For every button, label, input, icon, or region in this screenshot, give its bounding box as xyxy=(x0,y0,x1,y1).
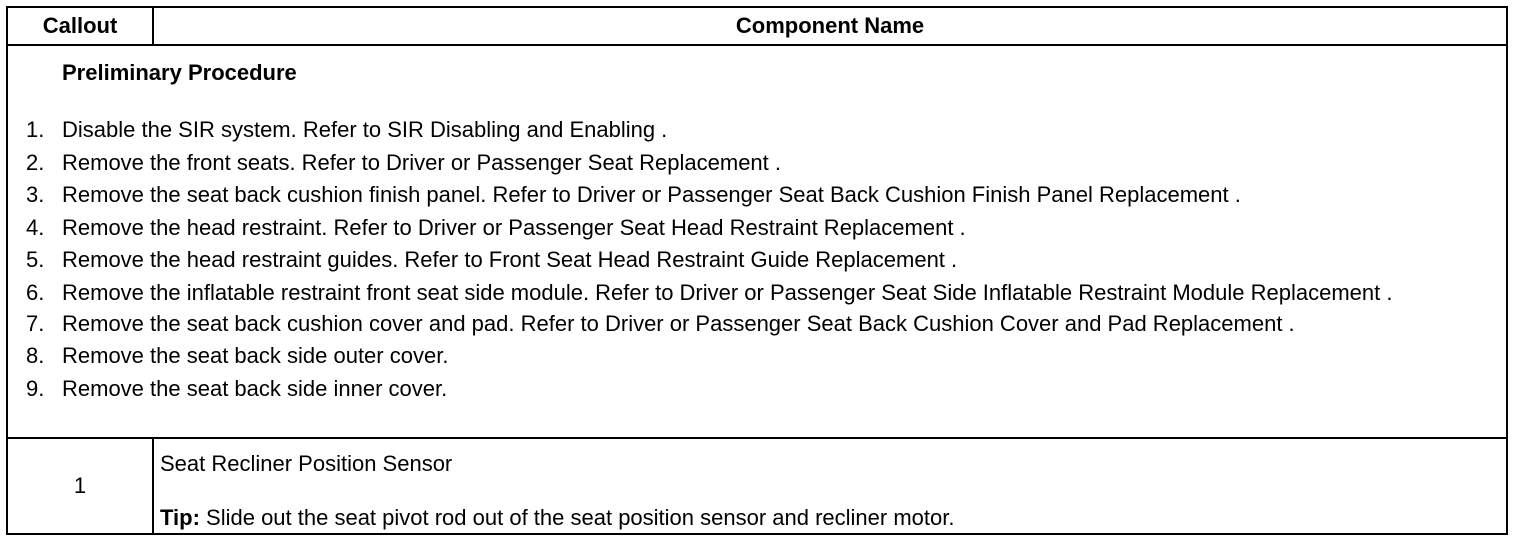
tip-note xyxy=(160,505,954,531)
step-number: 4. xyxy=(26,214,45,240)
step-text: Remove the seat back side inner cover. xyxy=(62,375,448,401)
step-text: Remove the head restraint guides. Refer to Front Seat Head Restraint Guide Replacement . xyxy=(62,247,958,272)
component-name: Seat Recliner Position Sensor xyxy=(160,451,453,476)
table-header-row xyxy=(8,8,1506,46)
header-callout: Callout xyxy=(8,8,154,44)
step-item xyxy=(8,244,1506,277)
step-item xyxy=(8,373,1506,406)
tip-label: Tip: xyxy=(160,505,200,530)
step-number: 9. xyxy=(26,375,45,401)
step-number: 2. xyxy=(26,149,45,175)
step-text: Disable the SIR system. Refer to SIR Disabling and Enabling . xyxy=(62,117,668,142)
step-text: Remove the inflatable restraint front seat side module. Refer to Driver or Passenger Seat Side Inflatable Restraint Module Replacement . xyxy=(62,279,1393,305)
tip-text: Slide out the seat pivot rod out of the seat position sensor and recliner motor. xyxy=(199,505,955,530)
step-list xyxy=(8,114,1506,405)
preliminary-procedure-title: Preliminary Procedure xyxy=(62,60,297,85)
step-number: 1. xyxy=(26,117,45,142)
step-item xyxy=(8,179,1506,212)
step-text: Remove the head restraint. Refer to Driver or Passenger Seat Head Restraint Replacement . xyxy=(62,214,966,240)
component-cell xyxy=(154,439,1506,533)
step-item xyxy=(8,212,1506,245)
step-number: 3. xyxy=(26,182,45,207)
step-number: 7. xyxy=(26,310,45,336)
step-item xyxy=(8,340,1506,373)
preliminary-procedure-section xyxy=(8,46,1506,439)
step-item xyxy=(8,277,1506,308)
step-text: Remove the seat back cushion cover and pad. Refer to Driver or Passenger Seat Back Cushion Cover and Pad Replacement . xyxy=(62,310,1295,336)
step-item xyxy=(8,308,1506,341)
step-number: 8. xyxy=(26,343,45,368)
table-row xyxy=(8,439,1506,533)
step-number: 5. xyxy=(26,247,45,272)
step-item xyxy=(8,114,1506,147)
step-number: 6. xyxy=(26,279,45,305)
procedure-table xyxy=(6,6,1508,535)
callout-number: 1 xyxy=(8,439,154,533)
step-item xyxy=(8,147,1506,180)
step-text: Remove the seat back cushion finish panel. Refer to Driver or Passenger Seat Back Cushion Finish Panel Replacement . xyxy=(62,182,1241,207)
step-text: Remove the front seats. Refer to Driver or Passenger Seat Replacement . xyxy=(62,149,781,175)
header-component-name: Component Name xyxy=(735,13,925,38)
step-text: Remove the seat back side outer cover. xyxy=(62,343,449,368)
